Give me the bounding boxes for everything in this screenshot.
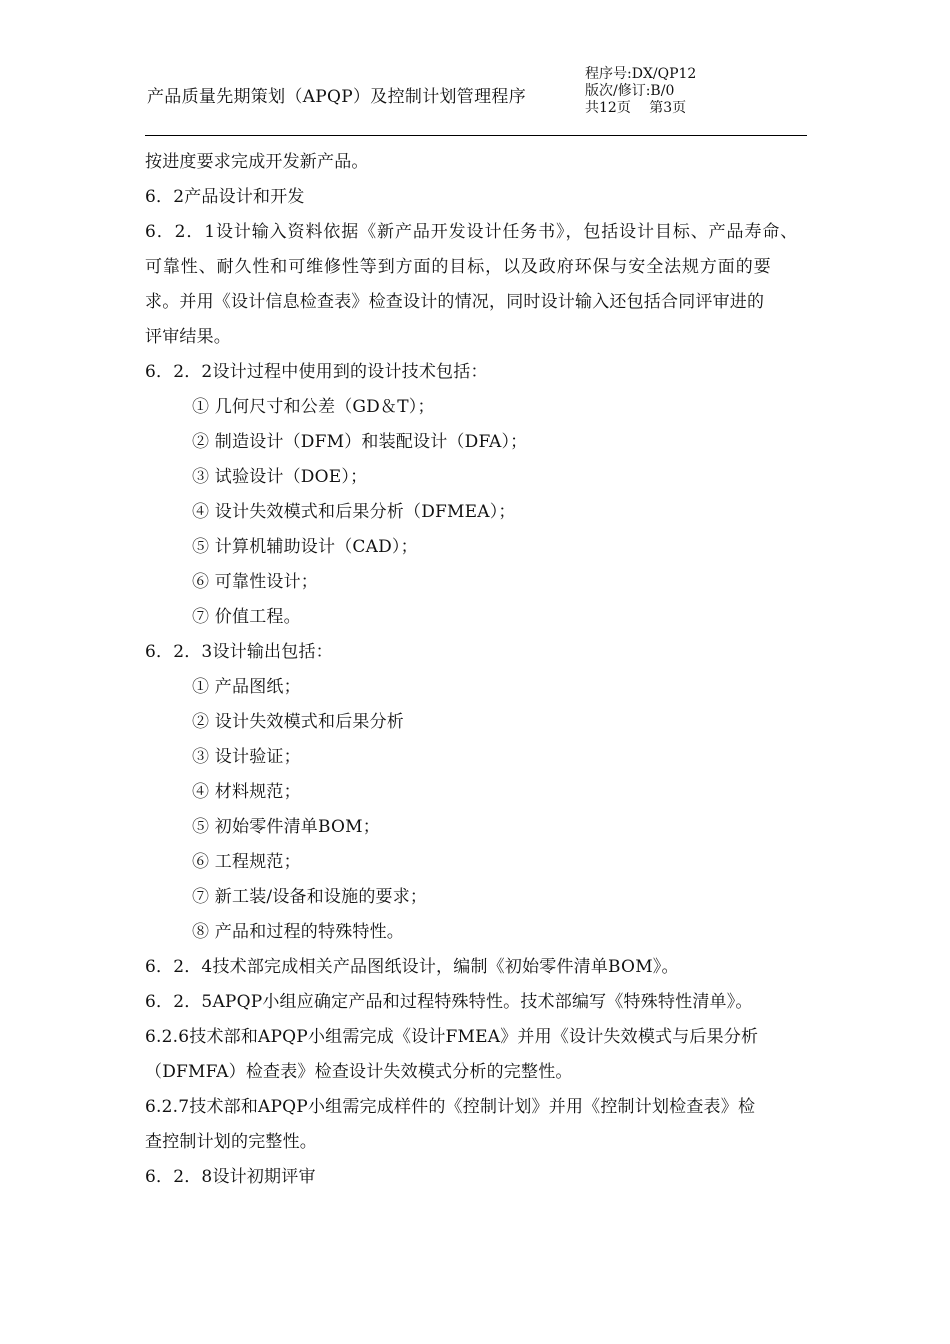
list-item: ④ 材料规范； bbox=[192, 782, 301, 802]
paragraph-line: 求。并用《设计信息检查表》检查设计的情况，同时设计输入还包括合同评审进的 bbox=[145, 292, 765, 312]
list-item: ③ 试验设计（DOE）； bbox=[192, 467, 368, 487]
list-item: ② 制造设计（DFM）和装配设计（DFA）； bbox=[192, 432, 528, 452]
paragraph-line: 6．2．3设计输出包括： bbox=[145, 642, 333, 662]
document-meta bbox=[585, 66, 696, 117]
list-item: ⑥ 可靠性设计； bbox=[192, 572, 319, 592]
header-divider bbox=[145, 135, 807, 136]
list-item: ① 产品图纸； bbox=[192, 677, 301, 697]
list-item: ② 设计失效模式和后果分析 bbox=[192, 712, 405, 732]
program-number: 程序号:DX/QP12 bbox=[585, 66, 697, 82]
list-item: ④ 设计失效模式和后果分析（DFMEA）； bbox=[192, 502, 516, 522]
section-heading: 6．2产品设计和开发 bbox=[145, 187, 305, 207]
paragraph-line: 查控制计划的完整性。 bbox=[145, 1132, 317, 1152]
paragraph-line: （DFMFA）检查表》检查设计失效模式分析的完整性。 bbox=[145, 1062, 573, 1082]
paragraph-line: 可靠性、耐久性和可维修性等到方面的目标，以及政府环保与安全法规方面的要 bbox=[145, 257, 772, 277]
paragraph-line: 6．2．4技术部完成相关产品图纸设计，编制《初始零件清单BOM》。 bbox=[145, 957, 679, 977]
paragraph-line: 6．2．2设计过程中使用到的设计技术包括： bbox=[145, 362, 488, 382]
document-title: 产品质量先期策划（APQP）及控制计划管理程序 bbox=[147, 87, 526, 107]
revision-number: 版次/修订:B/0 bbox=[585, 83, 675, 99]
list-item: ⑥ 工程规范； bbox=[192, 852, 301, 872]
paragraph-line: 按进度要求完成开发新产品。 bbox=[145, 152, 369, 172]
list-item: ⑤ 初始零件清单BOM； bbox=[192, 817, 380, 837]
paragraph-line: 评审结果。 bbox=[145, 327, 231, 347]
paragraph-line: 6.2.6技术部和APQP小组需完成《设计FMEA》并用《设计失效模式与后果分析 bbox=[145, 1027, 759, 1047]
list-item: ① 几何尺寸和公差（GD＆T）； bbox=[192, 397, 435, 417]
section-heading: 6．2．8设计初期评审 bbox=[145, 1167, 316, 1187]
list-item: ⑧ 产品和过程的特殊特性。 bbox=[192, 922, 405, 942]
paragraph-line: 6．2．1设计输入资料依据《新产品开发设计任务书》，包括设计目标、产品寿命、 bbox=[145, 222, 799, 242]
page-info: 共12页 第3页 bbox=[585, 100, 687, 116]
list-item: ⑦ 新工装/设备和设施的要求； bbox=[192, 887, 428, 907]
list-item: ⑤ 计算机辅助设计（CAD）； bbox=[192, 537, 418, 557]
list-item: ③ 设计验证； bbox=[192, 747, 301, 767]
paragraph-line: 6.2.7技术部和APQP小组需完成样件的《控制计划》并用《控制计划检查表》检 bbox=[145, 1097, 756, 1117]
document-body bbox=[145, 145, 810, 1195]
list-item: ⑦ 价值工程。 bbox=[192, 607, 301, 627]
paragraph-line: 6．2．5APQP小组应确定产品和过程特殊特性。技术部编写《特殊特性清单》。 bbox=[145, 992, 753, 1012]
